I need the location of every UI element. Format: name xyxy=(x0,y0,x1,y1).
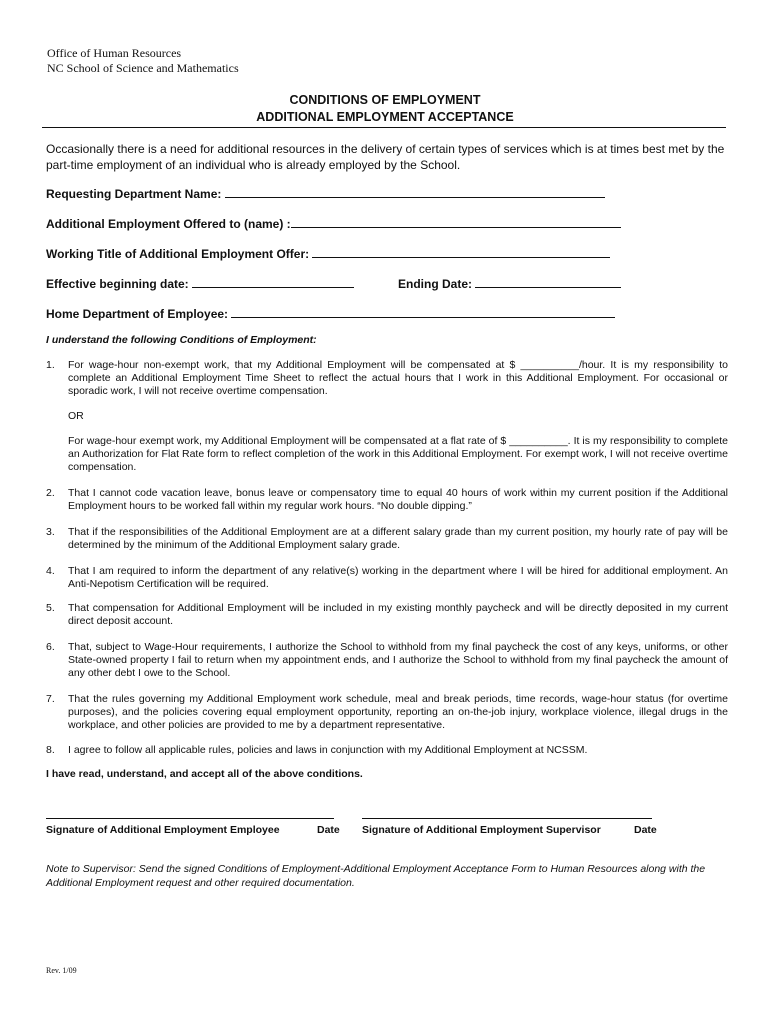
offered-to-field xyxy=(46,215,621,231)
condition-text: That the rules governing my Additional Employment work schedule, meal and break periods, time records, wage-hour status (for overtime purposes), and the policies covering equal employment opportunity, reporting an on-the-job injury, workplace violence, illegal drugs in the workplace, and other policies are provided to me by a department representative. xyxy=(68,693,728,731)
condition-item-4 xyxy=(46,565,728,591)
condition-text: That if the responsibilities of the Additional Employment are at a different salary grade than my current position, my hourly rate of pay will be determined by the minimum of the Additional Employment salary grade. xyxy=(68,526,728,551)
home-department-field xyxy=(46,305,615,321)
conditions-heading: I understand the following Conditions of Employment: xyxy=(46,334,317,346)
supervisor-date-label: Date xyxy=(634,824,657,836)
condition-text: That compensation for Additional Employment will be included in my existing monthly paycheck and will be directly deposited in my current direct deposit account. xyxy=(68,602,728,627)
ending-date-input[interactable] xyxy=(475,275,621,288)
condition-item-6 xyxy=(46,641,728,680)
requesting-department-input[interactable] xyxy=(225,185,605,198)
condition-number: 8. xyxy=(46,744,55,756)
condition-text: For wage-hour non-exempt work, that my Additional Employment will be compensated at $ __________/hour. It is my responsibility to complete an Additional Employment Time Sheet to reflect the actual hours that I work in this Additional Employment. For occasional or sporadic work, I will not receive overtime compensation. xyxy=(68,359,728,397)
supervisor-signature-label: Signature of Additional Employment Supervisor xyxy=(362,824,601,836)
office-header xyxy=(47,46,239,76)
ending-date-field xyxy=(398,275,621,291)
condition-number: 4. xyxy=(46,565,55,577)
working-title-input[interactable] xyxy=(312,245,610,258)
offered-to-input[interactable] xyxy=(291,215,621,228)
form-title-line1: CONDITIONS OF EMPLOYMENT xyxy=(289,93,481,107)
or-separator: OR xyxy=(68,410,84,422)
title-divider xyxy=(42,127,726,128)
acknowledgement-statement: I have read, understand, and accept all of the above conditions. xyxy=(46,768,363,780)
office-name: Office of Human Resources xyxy=(47,46,182,60)
effective-date-field xyxy=(46,275,354,291)
condition-text: That I am required to inform the department of any relative(s) working in the department where I will be hired for additional employment. An Anti-Nepotism Certification will be required. xyxy=(68,565,728,590)
condition-text: That, subject to Wage-Hour requirements, I authorize the School to withhold from my final paycheck the cost of any keys, uniforms, or other State-owned property I fail to return when my appointment ends, and I authorize the School to withhold from my final paycheck the amount of any other debt I owe to the School. xyxy=(68,641,728,679)
exempt-work-paragraph: For wage-hour exempt work, my Additional Employment will be compensated at a flat rate of $ __________. It is my responsibility to complete an Authorization for Flat Rate form to reflect completion of the work in this Additional Employment. For exempt work, I will not receive overtime compensation. xyxy=(68,435,728,473)
condition-number: 2. xyxy=(46,487,55,499)
effective-date-input[interactable] xyxy=(192,275,354,288)
form-title-line2: ADDITIONAL EMPLOYMENT ACCEPTANCE xyxy=(256,110,514,124)
intro-paragraph: Occasionally there is a need for additional resources in the delivery of certain types of services which is at times best met by the part-time employment of an individual who is already employed by the School. xyxy=(46,142,725,172)
condition-number: 7. xyxy=(46,693,55,705)
condition-item-7 xyxy=(46,693,728,732)
employee-signature-line[interactable] xyxy=(46,818,334,819)
condition-text: That I cannot code vacation leave, bonus leave or compensatory time to equal 40 hours of work within my current position if the Additional Employment hours to be worked fall within my regular work hours. “No double dipping.” xyxy=(68,487,728,512)
condition-item-5 xyxy=(46,602,728,628)
working-title-field xyxy=(46,245,610,261)
condition-item-8 xyxy=(46,744,728,757)
working-title-label: Working Title of Additional Employment Offer: xyxy=(46,247,310,261)
condition-item-3 xyxy=(46,526,728,552)
effective-date-label: Effective beginning date: xyxy=(46,277,189,291)
requesting-department-label: Requesting Department Name: xyxy=(46,187,222,201)
home-department-input[interactable] xyxy=(231,305,615,318)
ending-date-label: Ending Date: xyxy=(398,277,472,291)
school-name: NC School of Science and Mathematics xyxy=(47,61,239,75)
condition-number: 3. xyxy=(46,526,55,538)
employee-date-label: Date xyxy=(317,824,340,836)
condition-number: 5. xyxy=(46,602,55,614)
condition-text: I agree to follow all applicable rules, policies and laws in conjunction with my Additional Employment at NCSSM. xyxy=(68,744,588,756)
employee-signature-label: Signature of Additional Employment Employee xyxy=(46,824,280,836)
condition-item-1 xyxy=(46,359,728,398)
supervisor-note: Note to Supervisor: Send the signed Conditions of Employment-Additional Employment Acceptance Form to Human Resources along with the Additional Employment request and other required documentation. xyxy=(46,863,706,889)
supervisor-signature-line[interactable] xyxy=(362,818,652,819)
offered-to-label: Additional Employment Offered to (name) : xyxy=(46,217,291,231)
revision-label: Rev. 1/09 xyxy=(46,966,77,975)
home-department-label: Home Department of Employee: xyxy=(46,307,229,321)
condition-number: 6. xyxy=(46,641,55,653)
condition-number: 1. xyxy=(46,359,55,371)
condition-item-2 xyxy=(46,487,728,513)
requesting-department-field xyxy=(46,185,605,201)
